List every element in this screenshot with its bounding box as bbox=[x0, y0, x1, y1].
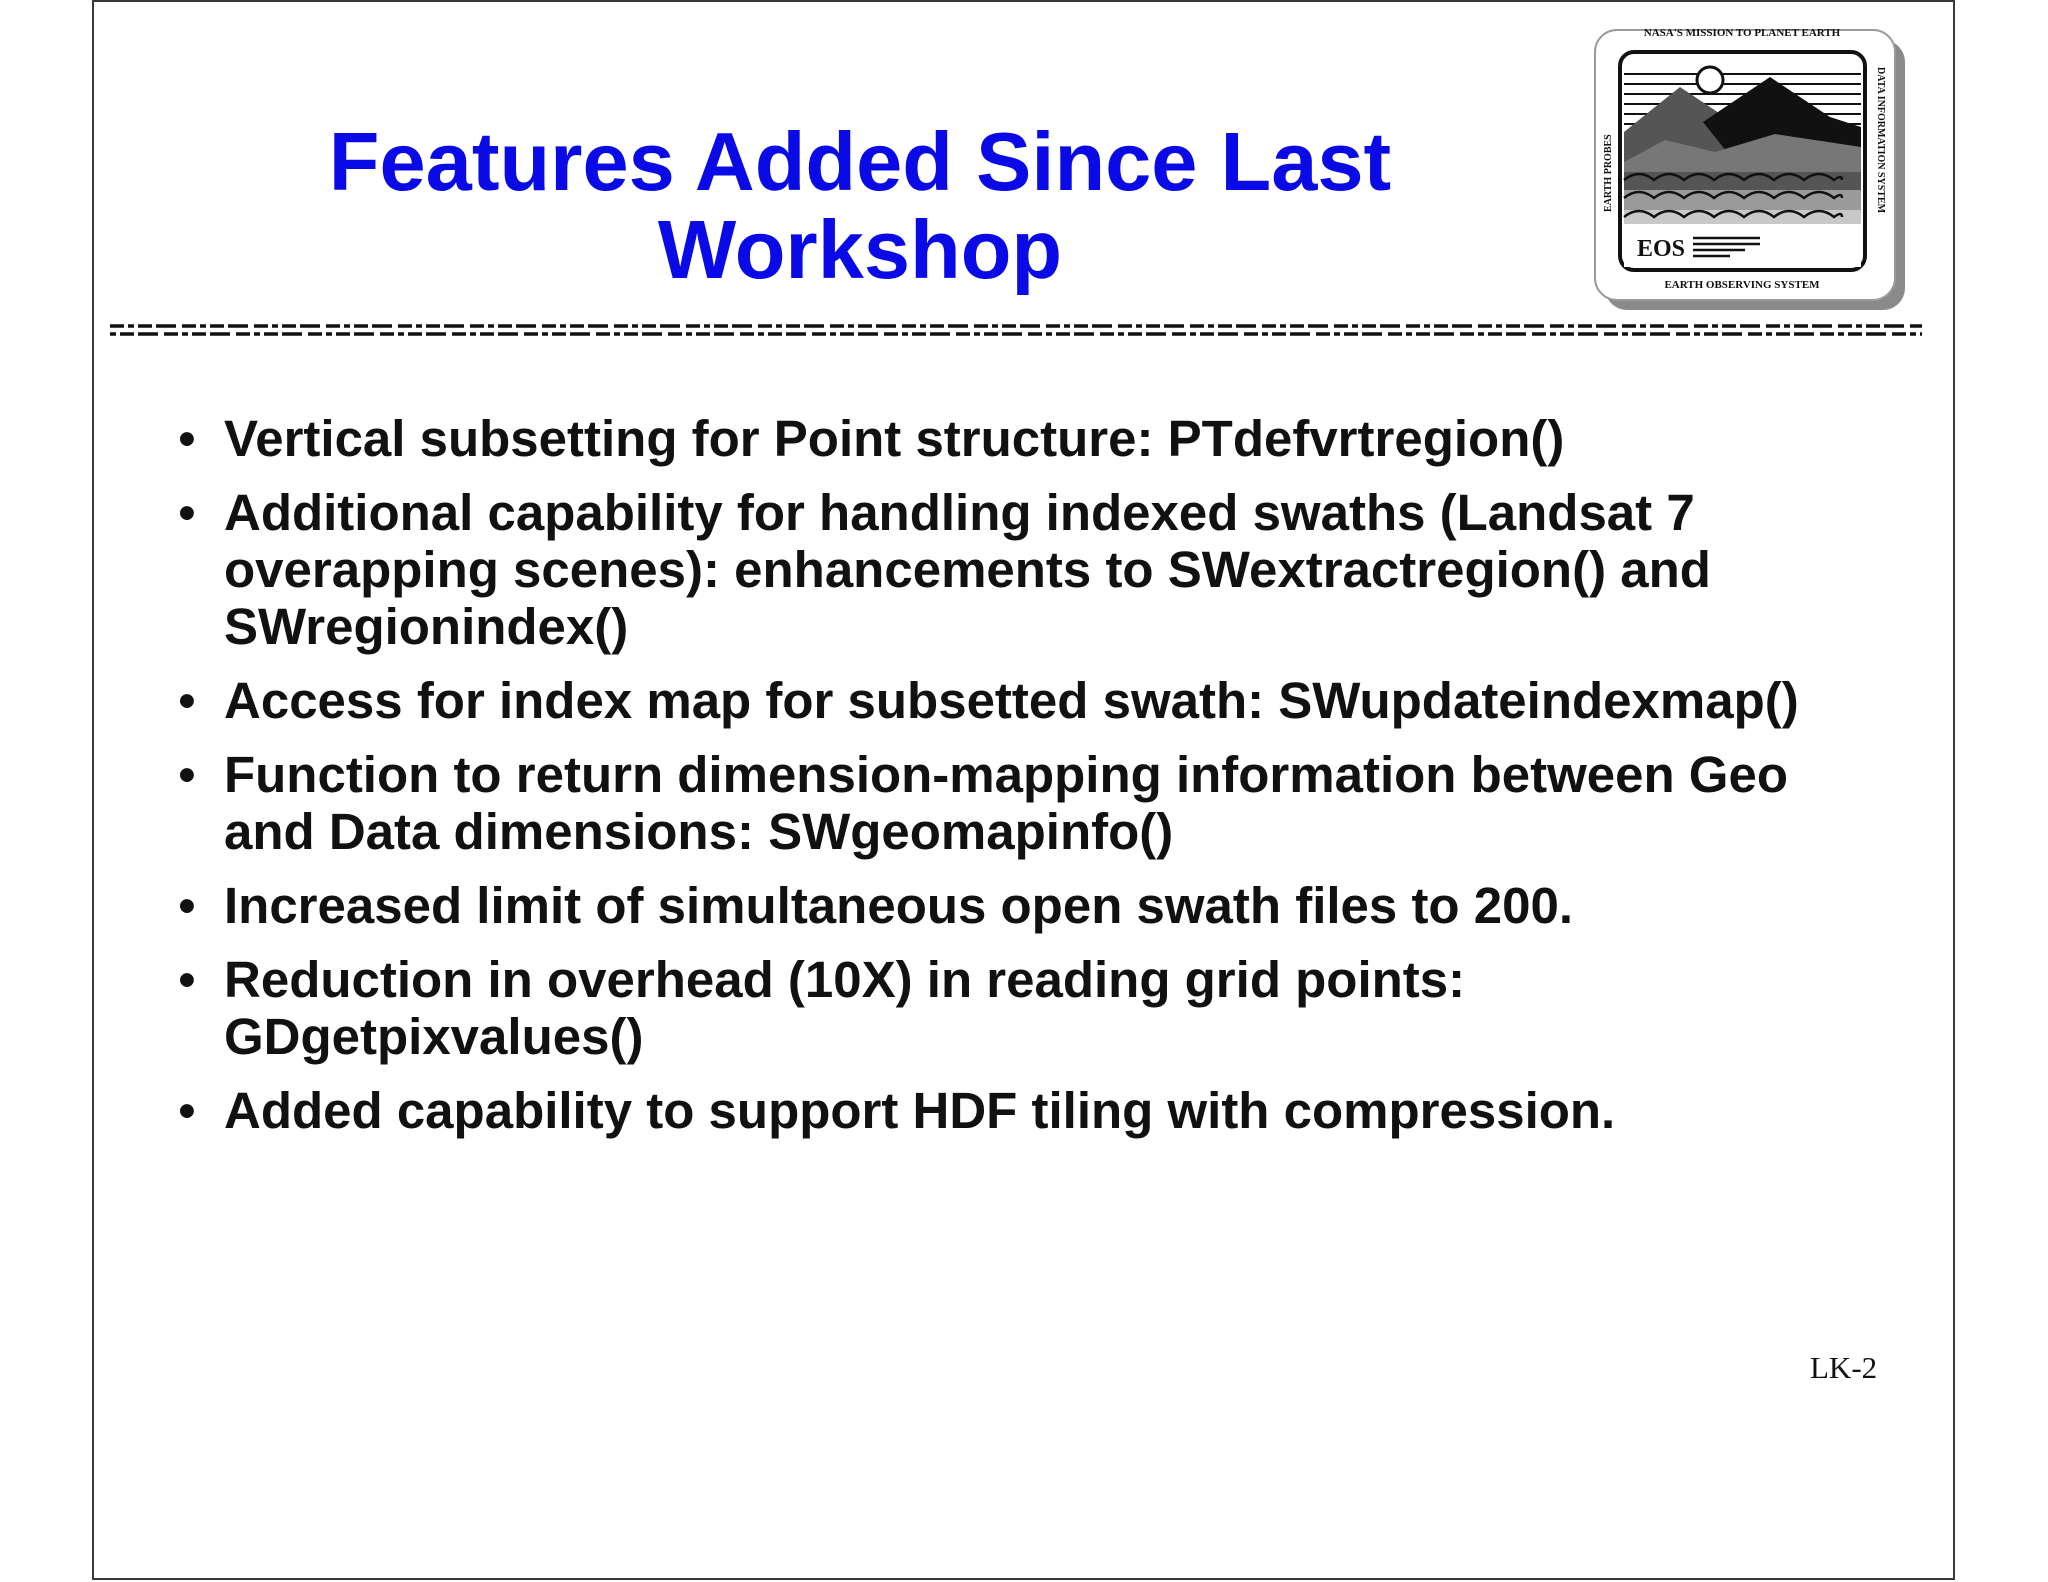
feature-list bbox=[176, 410, 1896, 1156]
feature-list-item-line: Function to return dimension-mapping information between Geo bbox=[224, 746, 1788, 803]
feature-list-item-line: Vertical subsetting for Point structure: PTdefvrtregion() bbox=[224, 410, 1565, 467]
logo-badge-text: EOS bbox=[1637, 236, 1686, 262]
feature-list-item bbox=[176, 484, 1896, 655]
feature-list-item-line: and Data dimensions: SWgeomapinfo() bbox=[224, 803, 1174, 860]
feature-list-item bbox=[176, 1082, 1896, 1139]
bullet-marker: • bbox=[178, 1082, 196, 1139]
bullet-marker: • bbox=[178, 951, 196, 1008]
bullet-marker: • bbox=[178, 484, 196, 541]
feature-list-item bbox=[176, 877, 1896, 934]
feature-list-item-line: Reduction in overhead (10X) in reading grid points: bbox=[224, 951, 1466, 1008]
feature-list-item-line: GDgetpixvalues() bbox=[224, 1008, 644, 1065]
page-number: LK-2 bbox=[1810, 1350, 1878, 1385]
bullet-marker: • bbox=[178, 746, 196, 803]
feature-list-item-line: Added capability to support HDF tiling with compression. bbox=[224, 1082, 1616, 1139]
bullet-marker: • bbox=[178, 877, 196, 934]
feature-list-item bbox=[176, 746, 1896, 860]
feature-list-item-line: overapping scenes): enhancements to SWextractregion() and bbox=[224, 541, 1711, 598]
feature-list-item bbox=[176, 672, 1896, 729]
feature-list-item bbox=[176, 951, 1896, 1065]
header-divider bbox=[110, 320, 1922, 342]
feature-list-item bbox=[176, 410, 1896, 467]
feature-list-item-line: Additional capability for handling indexed swaths (Landsat 7 bbox=[224, 484, 1695, 541]
title-line-2: Workshop bbox=[657, 203, 1063, 296]
eos-logo bbox=[1585, 22, 1915, 317]
feature-list-item-line: SWregionindex() bbox=[224, 598, 629, 655]
title-line-1: Features Added Since Last bbox=[328, 115, 1392, 208]
slide-title bbox=[180, 115, 1540, 296]
logo-left-text: EARTH PROBES bbox=[1603, 134, 1614, 212]
feature-list-item-line: Increased limit of simultaneous open swath files to 200. bbox=[224, 877, 1574, 934]
bullet-marker: • bbox=[178, 672, 196, 729]
logo-top-text: NASA'S MISSION TO PLANET EARTH bbox=[1643, 27, 1841, 39]
logo-right-text: DATA INFORMATION SYSTEM bbox=[1875, 67, 1886, 214]
logo-bottom-text: EARTH OBSERVING SYSTEM bbox=[1664, 279, 1820, 291]
bullet-marker: • bbox=[178, 410, 196, 467]
feature-list-item-line: Access for index map for subsetted swath: SWupdateindexmap() bbox=[224, 672, 1799, 729]
